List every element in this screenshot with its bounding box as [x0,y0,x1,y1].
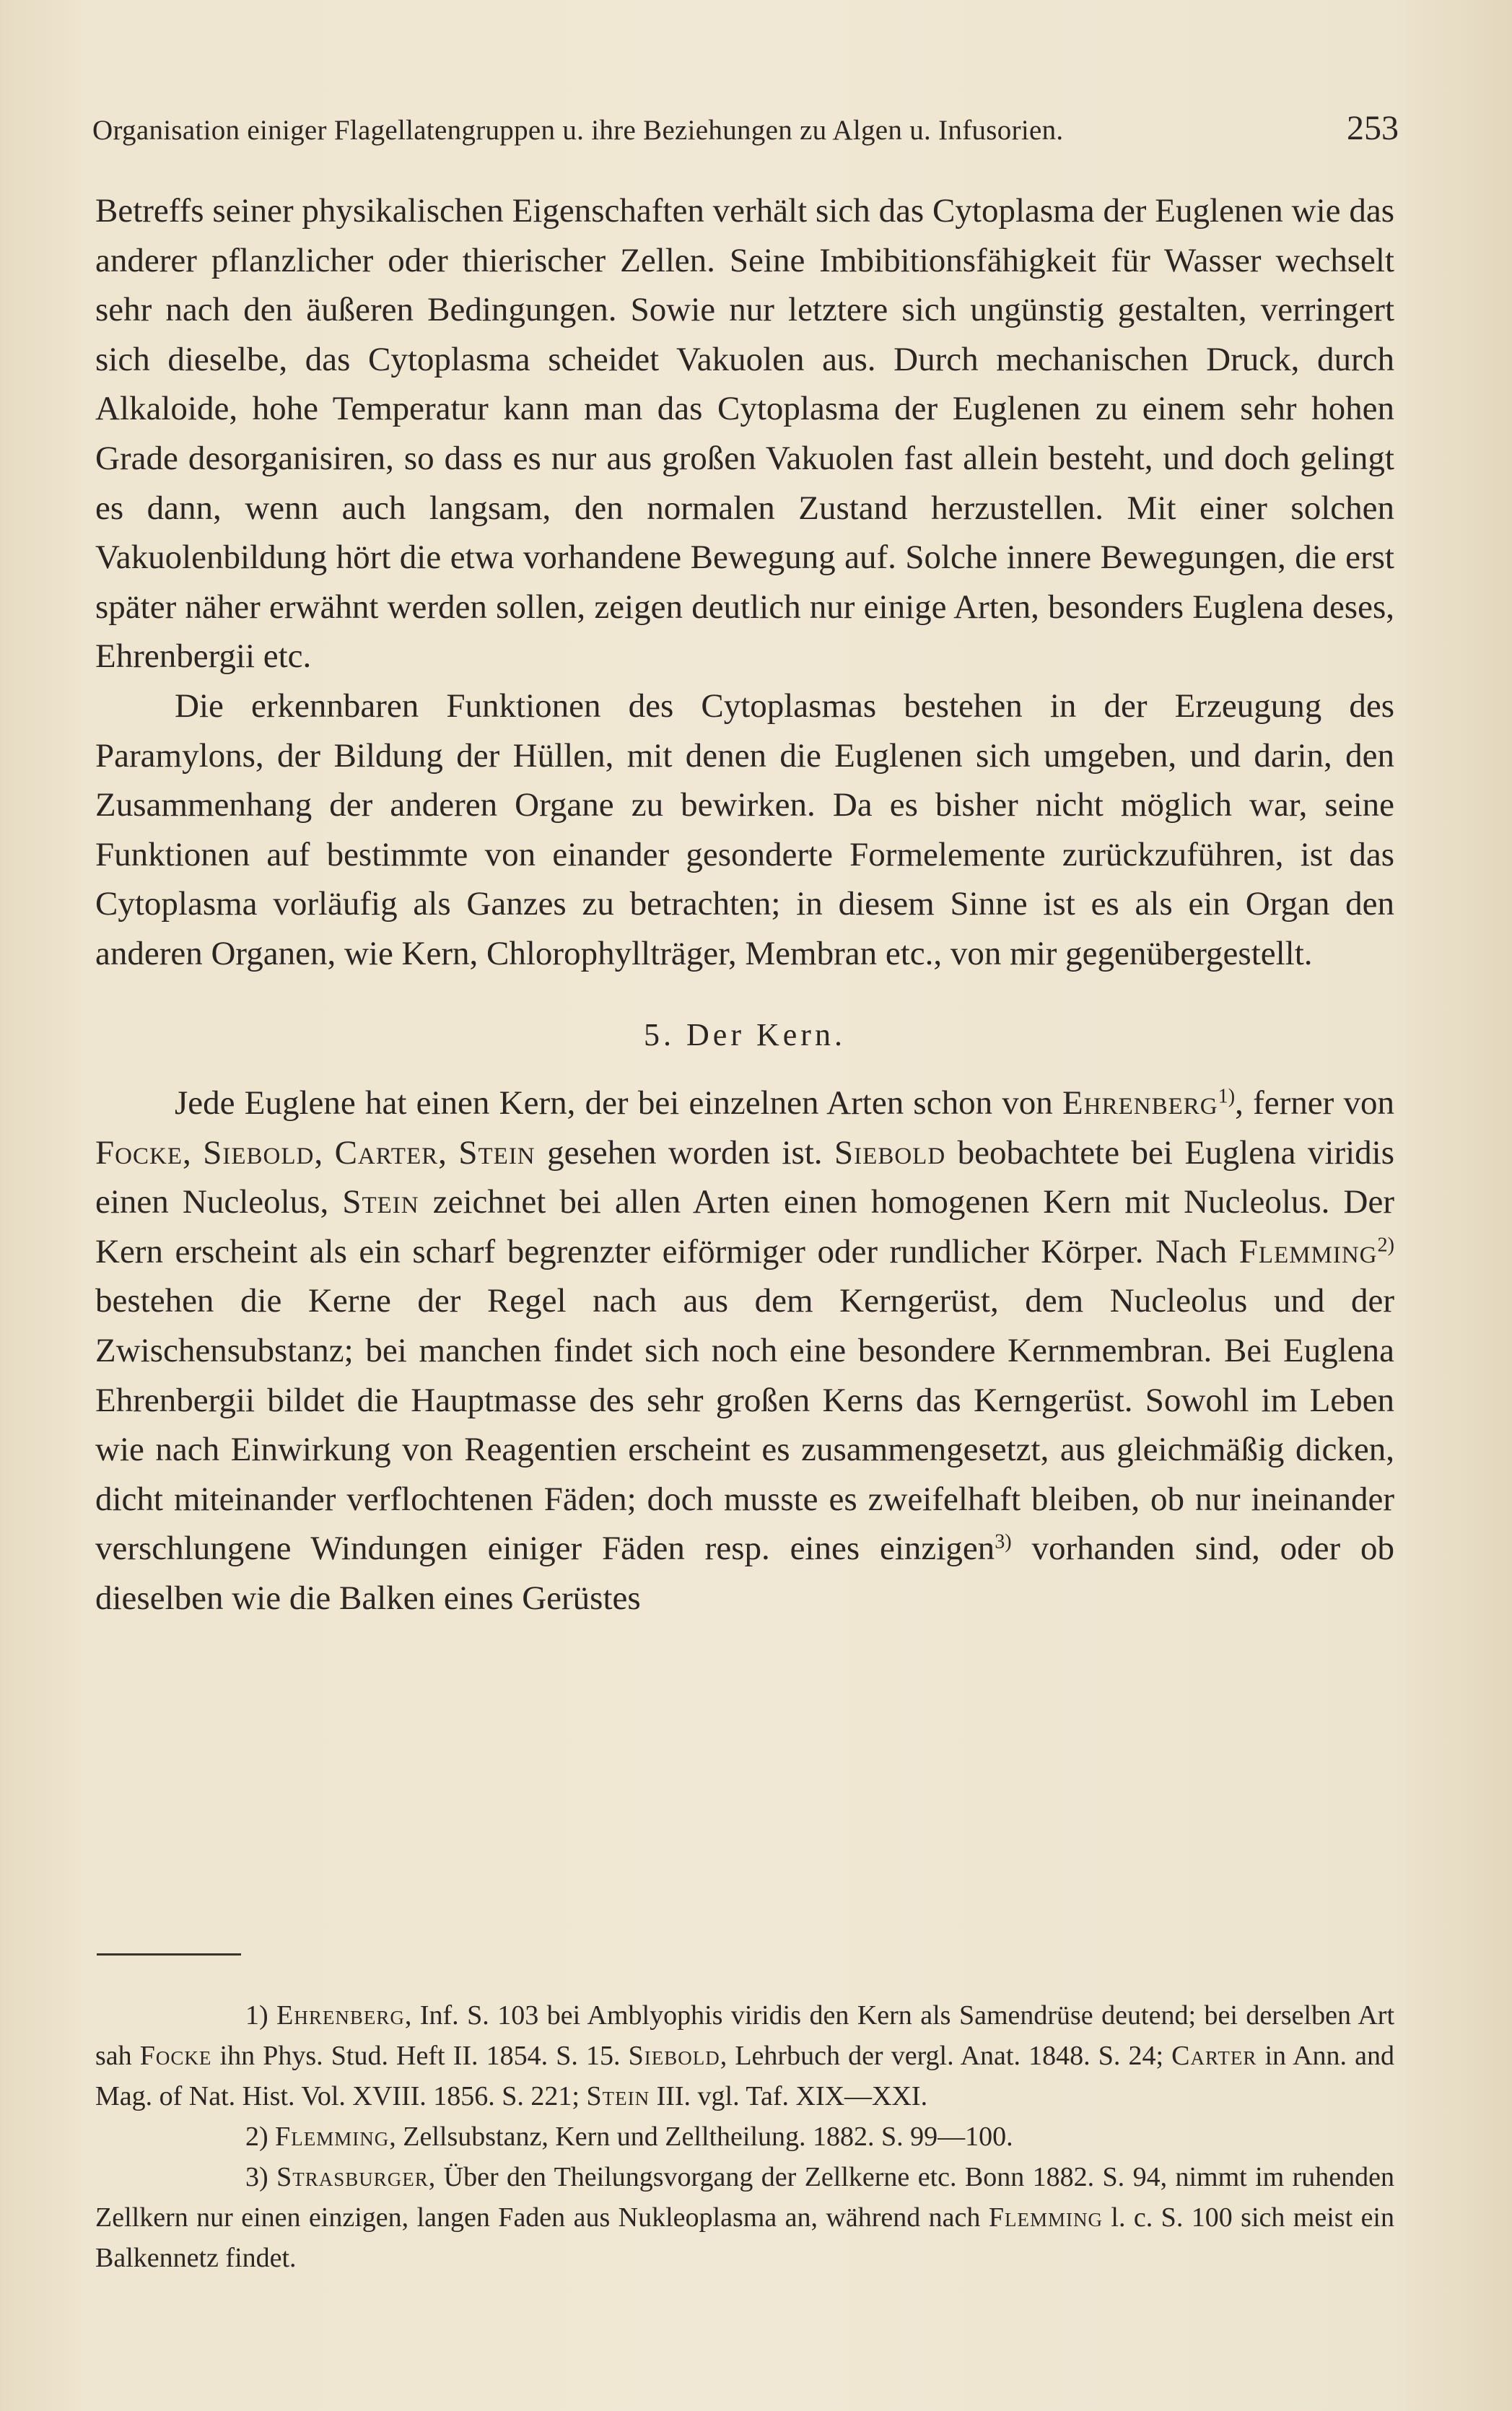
text-run: , Inf. S. 103 bei Amblyophis viridis den Kern als Samendrüse deutend; bei derselben Art sah [95,2000,1394,2071]
text-run: ihn Phys. Stud. Heft II. 1854. S. 15. [211,2041,629,2071]
author-name: Ehrenberg [1062,1084,1218,1122]
author-name: Carter [1171,2041,1257,2071]
footnote-1 [95,1995,1394,2116]
paragraph-cytoplasm-functions: Die erkennbaren Funktionen des Cytoplasmas bestehen in der Erzeugung des Paramylons, der Bildung der Hüllen, mit denen die Euglenen sich umgeben, und darin, den Zusammenhang der anderen Organe zu bewirken. Da es bisher nicht möglich war, seine Funktionen auf bestimmte von einander gesonderte Formelemente zurückzuführen, ist das Cytoplasma vorläufig als Ganzes zu betrachten; in diesem Sinne ist es als ein Organ den anderen Organen, wie Kern, Chlorophyllträger, Membran etc., von mir gegenübergestellt. [95,686,1394,972]
author-name: Flemming [988,2202,1103,2233]
text-run [268,2162,276,2192]
text-run: beobachtete bei Euglena viridis einen Nucleolus, [95,1133,1395,1221]
section-heading: 5. Der Kern. [644,1016,846,1052]
paragraph-cytoplasm-properties: Betreffs seiner physikalischen Eigenschaften verhält sich das Cytoplasma der Euglenen wie das anderer pflanzlicher oder thierischer Zellen. Seine Imbibitionsfähigkeit für Wasser wechselt sehr nach den äußeren Bedingungen. Sowie nur letztere sich ungünstig gestalten, verringert sich dieselbe, das Cytoplasma scheidet Vakuolen aus. Durch mechanischen Druck, durch Alkaloide, hohe Temperatur kann man das Cytoplasma der Euglenen zu einem sehr hohen Grade desorganisiren, so dass es nur aus großen Vakuolen fast allein besteht, und doch gelingt es dann, wenn auch langsam, den normalen Zustand herzustellen. Mit einer solchen Vakuolenbildung hört die etwa vorhandene Bewegung auf. Solche innere Bewegungen, die erst später näher erwähnt werden sollen, zeigen deutlich nur einige Arten, besonders Euglena deses, Ehrenbergii etc. [95,192,1394,676]
author-name: Strasburger [276,2162,429,2192]
running-title: Organisation einiger Flagellatengruppen u. ihre Beziehungen zu Algen u. Infusorien. [92,115,1064,146]
text-run: , Über den Theilungsvorgang der Zellkerne etc. Bonn 1882. S. 94, nimmt im ruhenden Zellkern nur einen einzigen, langen Faden aus Nukleoplasma an, während nach [95,2162,1395,2233]
author-name: Flemming [1238,1232,1378,1270]
text-run: , Zellsubstanz, Kern und Zelltheilung. 1882. S. 99—100. [389,2122,1013,2152]
paragraph-nucleus [95,1078,1394,1623]
text-run: Jede Euglene hat einen Kern, der bei einzelnen Arten schon von [175,1084,1063,1122]
text-run [268,2122,276,2152]
footnote-2 [95,2116,1394,2157]
footnote-ref: 1) [1218,1085,1236,1108]
footnote-marker: 1) [245,2000,268,2031]
author-name: Siebold [203,1133,315,1172]
author-name: Stein [586,2081,650,2111]
text-run: in Ann. and Mag. of Nat. Hist. Vol. XVIII. 1856. S. 221; [95,2041,1394,2111]
running-head [92,108,1399,152]
text-run: gesehen worden ist. [535,1133,835,1172]
author-name: Carter [334,1133,439,1172]
footnote-marker: 2) [245,2122,268,2152]
author-name: Ehrenberg [276,2000,405,2031]
text-run: , Lehrbuch der vergl. Anat. 1848. S. 24; [720,2041,1172,2071]
footnote-rule [97,1953,241,1956]
author-name: Flemming [275,2122,390,2152]
text-run: , ferner von [1235,1084,1394,1122]
text-run: zeichnet bei allen Arten einen homogenen Kern mit Nucleolus. Der Kern erscheint als ein scharf begrenzter eiförmiger oder rundlicher Körper. Nach [95,1183,1394,1270]
author-name: Stein [458,1133,536,1172]
text-run: bestehen die Kerne der Regel nach aus dem Kerngerüst, dem Nucleolus und der Zwischensubstanz; bei manchen findet sich noch eine besondere Kernmembran. Bei Euglena Ehrenbergii bildet die Hauptmasse des sehr großen Kerns das Kerngerüst. Sowohl im Leben wie nach Einwirkung von Reagentien erscheint es zusammengesetzt, aus gleichmäßig dicken, dicht miteinander verflochtenen Fäden; doch musste es zweifelhaft bleiben, ob nur ineinander verschlungene Windungen einiger Fäden resp. eines einzigen [95,1282,1394,1568]
text-run: vorhanden sind, oder ob dieselben wie die Balken eines Gerüstes [95,1530,1394,1618]
footnote-ref: 2) [1377,1234,1394,1257]
author-name: Stein [342,1183,419,1221]
author-name: Siebold [628,2041,720,2071]
author-name: Focke [95,1133,183,1172]
text-run: l. c. S. 100 sich meist ein Balkennetz findet. [95,2202,1394,2273]
author-name: Siebold [834,1133,946,1172]
page-number: 253 [1347,109,1399,147]
footnote-3 [95,2157,1394,2278]
text-run: , [438,1133,459,1172]
text-run: , [314,1133,335,1172]
text-run: III. vgl. Taf. XIX—XXI. [650,2081,928,2111]
text-run [268,2000,276,2031]
author-name: Focke [139,2041,212,2071]
footnote-marker: 3) [245,2162,268,2192]
footnote-ref: 3) [995,1530,1012,1553]
text-run: , [182,1133,204,1172]
main-text [95,186,1394,1623]
footnotes [95,1995,1394,2278]
